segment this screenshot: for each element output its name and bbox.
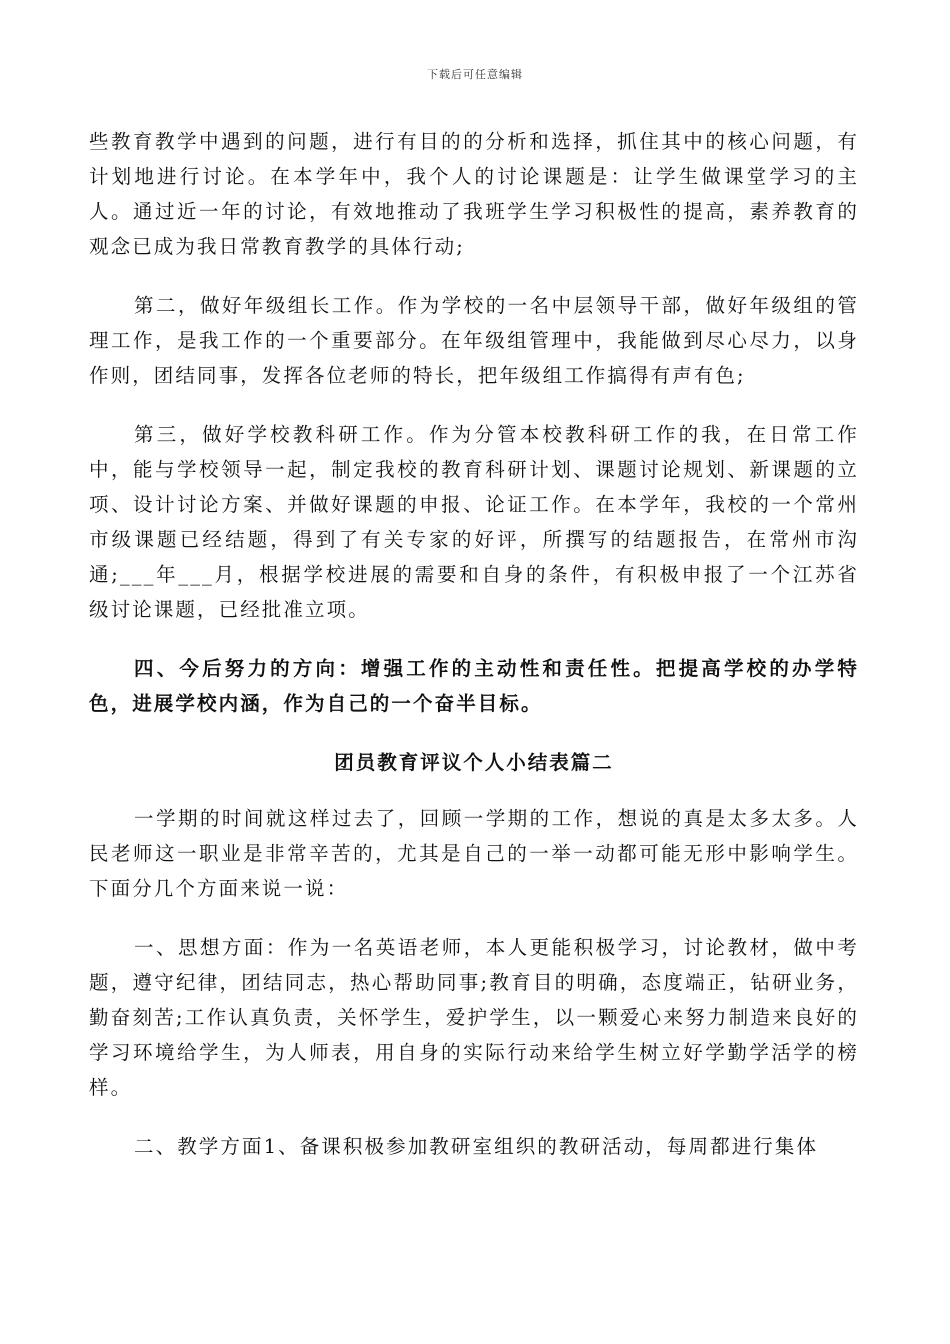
paragraph-second-point: 第二，做好年级组长工作。作为学校的一名中层领导干部，做好年级组的管理工作，是我工作的一个重要部分。在年级组管理中，我能做到尽心尽力，以身作则，团结同事，发挥各位老师的特长，把年级组工作搞得有声有色; <box>89 294 859 387</box>
page-header-note: 下载后可任意编辑 <box>427 68 523 81</box>
paragraph-continuation: 些教育教学中遇到的问题，进行有目的的分析和选择，抓住其中的核心问题，有计划地进行讨论。在本学年中，我个人的讨论课题是：让学生做课堂学习的主人。通过近一年的讨论，有效地推动了我班学生学习积极性的提高，素养教育的观念已成为我日常教育教学的具体行动; <box>89 130 859 258</box>
paragraph-ideology: 一、思想方面：作为一名英语老师，本人更能积极学习，讨论教材，做中考题，遵守纪律，团结同志，热心帮助同事;教育目的明确，态度端正，钻研业务，勤奋刻苦;工作认真负责，关怀学生，爱护学生，以一颗爱心来努力制造来良好的学习环境给学生，为人师表，用自身的实际行动来给学生树立好学勤学活学的榜样。 <box>89 936 859 1099</box>
paragraph-intro: 一学期的时间就这样过去了，回顾一学期的工作，想说的真是太多太多。人民老师这一职业是非常辛苦的，尤其是自己的一举一动都可能无形中影响学生。下面分几个方面来说一说： <box>89 807 859 900</box>
paragraph-third-point: 第三，做好学校教科研工作。作为分管本校教科研工作的我，在日常工作中，能与学校领导一起，制定我校的教育科研计划、课题讨论规划、新课题的立项、设计讨论方案、并做好课题的申报、论证工作。在本学年，我校的一个常州市级课题已经结题，得到了有关专家的好评，所撰写的结题报告，在常州市沟通;___年___月，根据学校进展的需要和自身的条件，有积极申报了一个江苏省级讨论课题，已经批准立项。 <box>89 423 859 621</box>
paragraph-teaching: 二、教学方面1、备课积极参加教研室组织的教研活动，每周都进行集体 <box>134 1135 819 1158</box>
section-title: 团员教育评议个人小结表篇二 <box>334 751 614 774</box>
paragraph-future-direction: 四、今后努力的方向：增强工作的主动性和责任性。把提高学校的办学特色，进展学校内涵，作为自己的一个奋半目标。 <box>89 657 859 715</box>
document-body <box>89 124 859 1164</box>
